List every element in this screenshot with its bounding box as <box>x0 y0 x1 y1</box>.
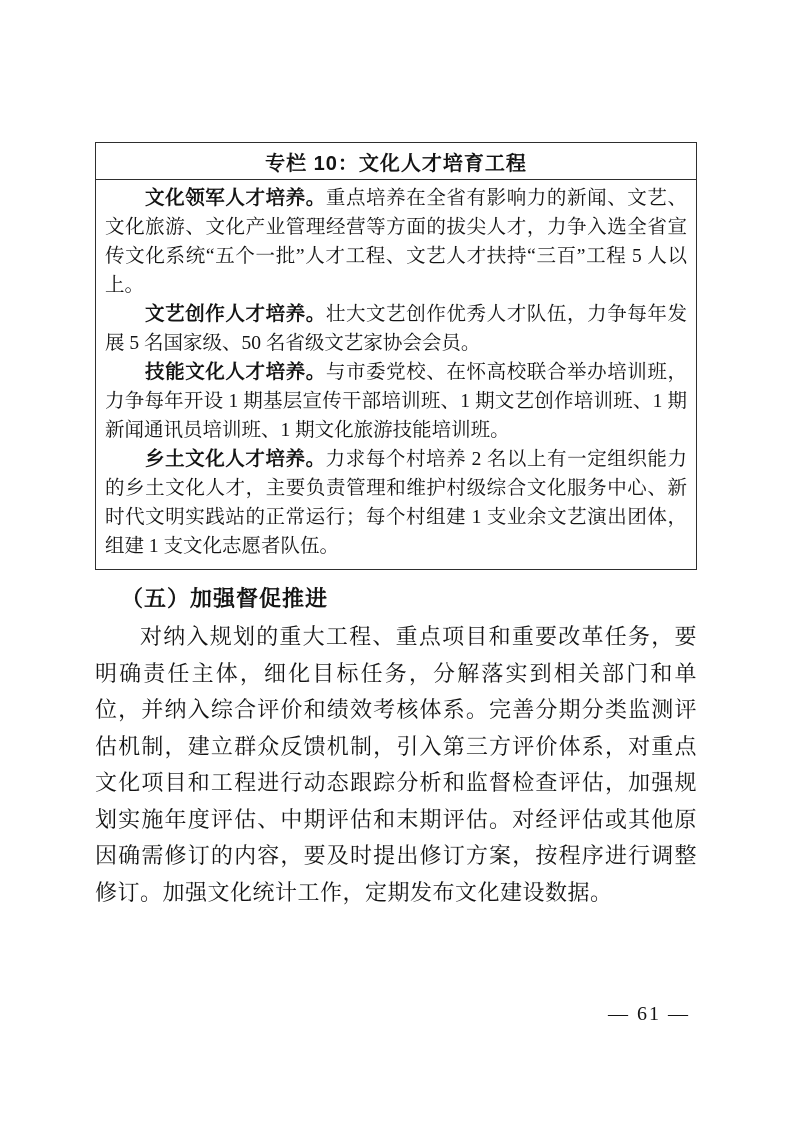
box-title: 专栏 10：文化人才培育工程 <box>96 143 696 180</box>
box-paragraph <box>105 358 687 445</box>
paragraph-lead: 乡土文化人才培养。 <box>145 449 326 470</box>
box-body <box>96 180 696 569</box>
paragraph-text: 与市委党校、在怀高校联合举办培训班，力争每年开设 1 期基层宣传干部培训班、1 期文艺创作培训班、1 期新闻通讯员培训班、1 期文化旅游技能培训班。 <box>105 362 687 441</box>
section-heading: （五）加强督促推进 <box>121 586 329 611</box>
box-paragraph <box>105 184 687 300</box>
paragraph-lead: 文艺创作人才培养。 <box>145 304 326 325</box>
box-paragraph <box>105 300 687 358</box>
special-column-box <box>95 142 697 570</box>
paragraph-text: 重点培养在全省有影响力的新闻、文艺、文化旅游、文化产业管理经营等方面的拔尖人才，力争入选全省宣传文化系统“五个一批”人才工程、文艺人才扶持“三百”工程 5 人以上。 <box>105 188 687 296</box>
paragraph-text: 壮大文艺创作优秀人才队伍，力争每年发展 5 名国家级、50 名省级文艺家协会会员。 <box>105 304 687 354</box>
page-number: — 61 — <box>608 1003 690 1025</box>
box-paragraph <box>105 445 687 561</box>
body-paragraph: 对纳入规划的重大工程、重点项目和重要改革任务，要明确责任主体，细化目标任务，分解落实到相关部门和单位，并纳入综合评价和绩效考核体系。完善分期分类监测评估机制，建立群众反馈机制，引入第三方评价体系，对重点文化项目和工程进行动态跟踪分析和监督检查评估，加强规划实施年度评估、中期评估和末期评估。对经评估或其他原因确需修订的内容，要及时提出修订方案，按程序进行调整修订。加强文化统计工作，定期发布文化建设数据。 <box>95 624 697 905</box>
paragraph-lead: 文化领军人才培养。 <box>145 188 326 209</box>
paragraph-lead: 技能文化人才培养。 <box>145 362 326 383</box>
paragraph-text: 力求每个村培养 2 名以上有一定组织能力的乡土文化人才，主要负责管理和维护村级综合文化服务中心、新时代文明实践站的正常运行；每个村组建 1 支业余文艺演出团体，组建 1 支文化志愿者队伍。 <box>105 449 687 557</box>
page-content-column <box>95 142 697 911</box>
